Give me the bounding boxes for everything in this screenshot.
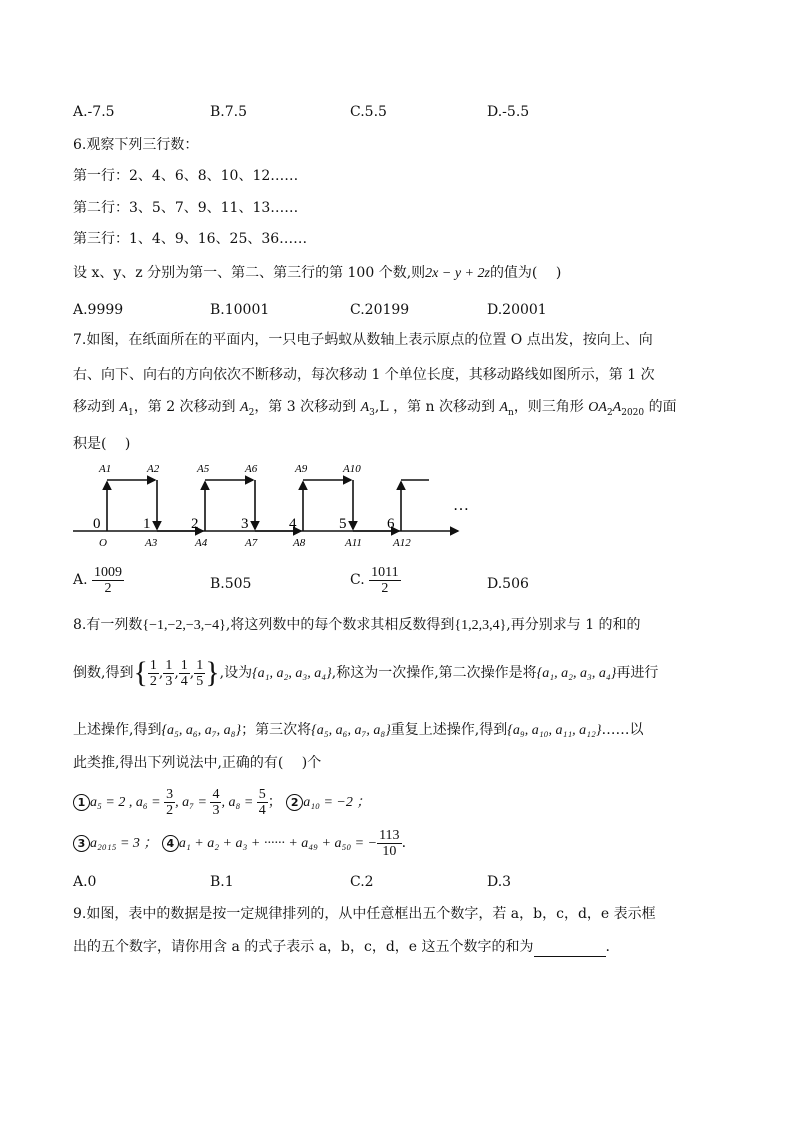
q7-text: ，第 3 次移动到 xyxy=(254,399,361,415)
q7-sub: 2 xyxy=(606,407,613,418)
q7-var: A xyxy=(612,400,622,415)
point-label: A10 xyxy=(343,463,361,475)
q6-title: 6.观察下列三行数： xyxy=(73,137,199,153)
figure-ellipsis: … xyxy=(453,497,469,514)
point-label: A11 xyxy=(345,537,362,549)
point-label: O xyxy=(99,537,107,549)
ant-path-figure xyxy=(73,458,473,558)
q6-row3: 第三行：1、4、9、16、25、36…… xyxy=(73,231,308,247)
point-label: A3 xyxy=(145,537,158,549)
q8-expr: , a₇ = xyxy=(175,795,211,810)
numerator: 1 xyxy=(149,657,157,673)
fraction xyxy=(92,565,124,596)
axis-number: 0 xyxy=(93,516,101,532)
q6-question-expr: 2x − y + 2z xyxy=(425,266,490,281)
q8-line1 xyxy=(73,615,641,636)
axis-number: 3 xyxy=(241,516,249,532)
q9-text: . xyxy=(605,939,610,955)
q8-statement-row1 xyxy=(73,786,370,819)
q8-text: ……以 xyxy=(601,722,644,738)
axis-number: 4 xyxy=(289,516,297,532)
q7-sub: n xyxy=(508,407,514,418)
axis-number: 1 xyxy=(143,516,151,532)
q8-seq: {−1,−2,−3,−4} xyxy=(142,618,226,633)
q8-text: 上述操作,得到 xyxy=(73,722,162,738)
point-label: A6 xyxy=(245,463,258,475)
option-label: A. xyxy=(73,572,88,588)
fraction xyxy=(179,658,190,689)
numerator: 1 xyxy=(180,657,188,673)
q8-text: ,称这为一次操作,第二次操作是将 xyxy=(331,665,537,681)
q8-text: 8.有一列数 xyxy=(73,617,143,633)
q7-sub: 2 xyxy=(248,407,255,418)
fraction xyxy=(257,787,268,818)
q7-var: A xyxy=(240,400,249,415)
numerator: 4 xyxy=(212,786,220,802)
q7-line1: 7.如图，在纸面所在的平面内，一只电子蚂蚁从数轴上表示原点的位置 O 点出发，按向上、向 xyxy=(73,332,653,348)
q6-row2: 第二行：3、5、7、9、11、13…… xyxy=(73,200,299,216)
q7-option-b: B.505 xyxy=(210,576,252,592)
q5-option-a: A.-7.5 xyxy=(73,104,115,120)
denominator: 2 xyxy=(166,802,174,818)
q5-option-d: D.-5.5 xyxy=(487,104,530,120)
q8-option-d: D.3 xyxy=(487,874,512,890)
q8-option-b: B.1 xyxy=(210,874,234,890)
q7-var: OA xyxy=(588,400,607,415)
denominator: 2 xyxy=(381,581,389,596)
answer-blank[interactable] xyxy=(534,942,606,957)
point-label: A2 xyxy=(147,463,160,475)
q9-line2 xyxy=(73,937,610,957)
fraction xyxy=(148,658,159,689)
q6-question-post: 的值为( ) xyxy=(489,265,562,281)
q9-line1: 9.如图，表中的数据是按一定规律排列的，从中任意框出五个数字，若 a，b，c，d，e 表示框 xyxy=(73,906,656,922)
q8-text: 倒数,得到 xyxy=(73,665,134,681)
q6-option-b: B.10001 xyxy=(210,302,270,318)
numerator: 5 xyxy=(258,786,266,802)
point-label: A4 xyxy=(195,537,208,549)
numerator: 1 xyxy=(165,657,173,673)
denominator: 5 xyxy=(196,673,204,689)
q6-question-pre: 设 x、y、z 分别为第一、第二、第三行的第 100 个数,则 xyxy=(73,265,426,281)
point-label: A8 xyxy=(293,537,306,549)
q8-text: ,再分别求与 1 的和的 xyxy=(506,617,641,633)
circled-number: 2 xyxy=(286,794,303,811)
circled-number: 4 xyxy=(162,835,179,852)
q8-seq: {1,2,3,4} xyxy=(454,618,507,633)
q8-expr: a₁ + a₂ + a₃ + ······ + a₄₉ + a₅₀ = − xyxy=(178,836,378,851)
q8-text: ；第三次将 xyxy=(241,722,312,738)
brace: } xyxy=(205,656,220,689)
q7-text: ,L ，第 n 次移动到 xyxy=(374,399,500,415)
q7-text: ，则三角形 xyxy=(513,399,589,415)
point-label: A1 xyxy=(99,463,112,475)
q7-option-c xyxy=(350,565,401,596)
q7-line4: 积是( ) xyxy=(73,436,131,452)
q8-text: ； xyxy=(267,794,282,810)
ant-path-svg xyxy=(73,458,473,558)
numerator: 1011 xyxy=(371,565,399,580)
q8-text: ,将这列数中的每个数求其相反数得到 xyxy=(225,617,455,633)
option-label: C. xyxy=(350,572,365,588)
denominator: 3 xyxy=(165,673,173,689)
q9-text: 出的五个数字，请你用含 a 的式子表示 a，b，c，d，e 这五个数字的和为 xyxy=(73,939,534,955)
q8-statement-row2 xyxy=(73,826,406,861)
q8-option-c: C.2 xyxy=(350,874,374,890)
q6-option-d: D.20001 xyxy=(487,302,547,318)
denominator: 4 xyxy=(258,802,266,818)
q6-option-a: A.9999 xyxy=(73,302,124,318)
point-label: A7 xyxy=(245,537,258,549)
q7-line3 xyxy=(73,397,677,423)
point-label: A9 xyxy=(295,463,308,475)
q5-option-b: B.7.5 xyxy=(210,104,248,120)
q6-option-c: C.20199 xyxy=(350,302,410,318)
q7-option-d: D.506 xyxy=(487,576,529,592)
q7-line2: 右、向下、向右的方向依次不断移动，每次移动 1 个单位长度，其移动路线如图所示，第 1 次 xyxy=(73,367,655,383)
point-label: A12 xyxy=(393,537,411,549)
q8-set: {a₁, a₂, a₃, a₄} xyxy=(536,666,617,681)
q8-expr: a₅ = 2 , a₆ = xyxy=(90,795,165,810)
q8-expr: a₂₀₁₅ = 3 ； xyxy=(90,836,158,851)
denominator: 3 xyxy=(212,802,220,818)
brace: { xyxy=(133,656,148,689)
numerator: 1009 xyxy=(94,565,123,580)
denominator: 2 xyxy=(104,581,112,596)
q8-line2: 倒数,得到{ $\frac{1}{2}$ , $\frac{1}{3}$ , $\frac{1}{4}$ , $\frac{1}{5}$ },设为{a₁, a₂, a₃, a₄},称这为一次操作,第二次操作是将{a₁, a₂, a₃, a₄}再进行 xyxy=(73,656,659,689)
q8-text: . xyxy=(401,835,407,851)
q8-option-a: A.0 xyxy=(73,874,97,890)
q7-sub: 2020 xyxy=(621,407,645,418)
q6-question xyxy=(73,263,561,284)
fraction xyxy=(194,658,205,689)
circled-number: 1 xyxy=(73,794,90,811)
q7-var: A xyxy=(360,400,370,415)
q8-line4: 此类推,得出下列说法中,正确的有( )个 xyxy=(73,755,322,771)
numerator: 1 xyxy=(196,657,204,673)
q7-option-a xyxy=(73,565,124,596)
denominator: 4 xyxy=(180,673,188,689)
q7-text: 移动到 xyxy=(73,399,120,415)
fraction xyxy=(163,658,174,689)
q7-text: ，第 2 次移动到 xyxy=(133,399,241,415)
numerator: 113 xyxy=(379,827,400,843)
q8-set: {a₁, a₂, a₃, a₄} xyxy=(252,666,332,681)
q8-line3 xyxy=(73,720,644,741)
q7-sub: 1 xyxy=(128,407,134,418)
q8-set: {a₅, a₆, a₇, a₈} xyxy=(311,723,391,738)
fraction xyxy=(377,828,401,859)
q8-set: {a₅, a₆, a₇, a₈} xyxy=(161,723,242,738)
q7-var: A xyxy=(119,400,129,415)
q8-set: {a₉, a₁₀, a₁₁, a₁₂} xyxy=(507,723,602,738)
denominator: 2 xyxy=(149,673,157,689)
q7-sub: 3 xyxy=(369,407,375,418)
q7-var: A xyxy=(499,400,509,415)
denominator: 10 xyxy=(382,843,397,859)
axis-number: 5 xyxy=(339,516,347,532)
q5-option-c: C.5.5 xyxy=(350,104,387,120)
q8-text: 再进行 xyxy=(616,665,659,681)
fraction xyxy=(164,787,175,818)
axis-number: 6 xyxy=(387,516,395,532)
fraction xyxy=(210,787,221,818)
q8-expr: a₁₀ = −2 ； xyxy=(303,795,371,810)
q6-row1: 第一行：2、4、6、8、10、12…… xyxy=(73,168,299,184)
point-label: A5 xyxy=(197,463,210,475)
q8-expr: , a₈ = xyxy=(221,795,257,810)
q8-text: ,设为 xyxy=(219,665,253,681)
q8-text: 重复上述操作,得到 xyxy=(390,722,508,738)
circled-number: 3 xyxy=(73,835,90,852)
fraction xyxy=(369,565,400,596)
numerator: 3 xyxy=(166,786,174,802)
q7-text: 的面 xyxy=(644,399,677,415)
axis-number: 2 xyxy=(191,516,199,532)
ant-path xyxy=(107,480,429,531)
